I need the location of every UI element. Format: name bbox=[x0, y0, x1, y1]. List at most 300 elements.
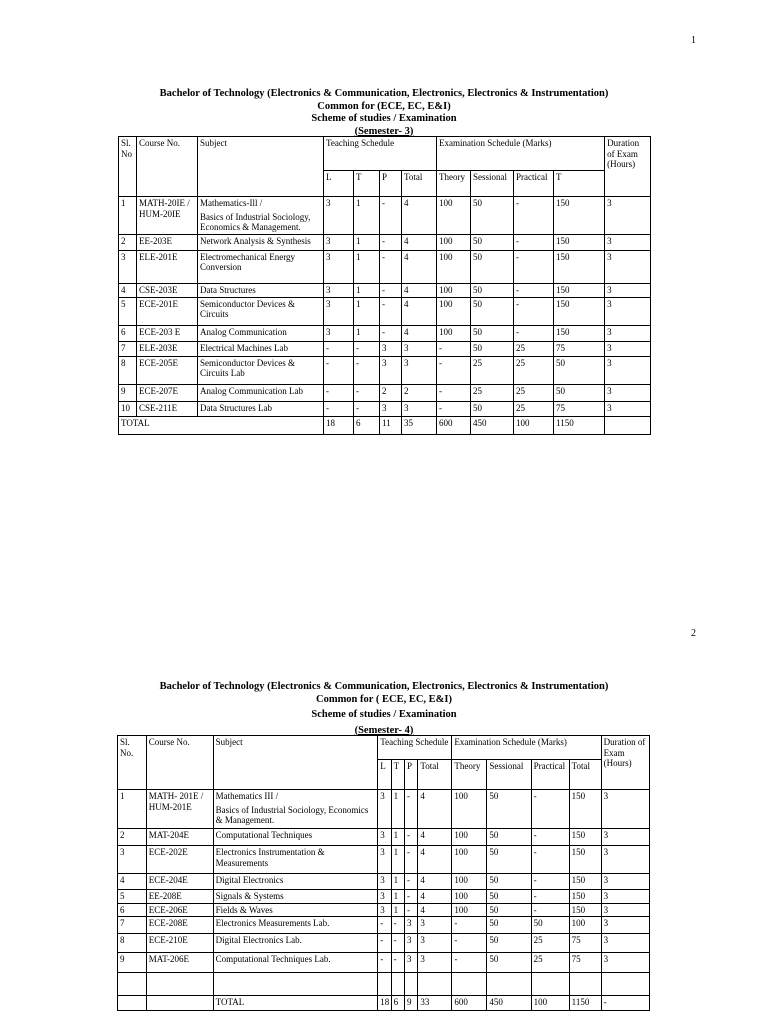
total-cell: 2 bbox=[402, 384, 437, 401]
subject-cell bbox=[198, 197, 324, 235]
T-cell: 1 bbox=[354, 250, 380, 283]
table-row bbox=[118, 846, 650, 874]
header-sl-no: Sl. No bbox=[119, 137, 137, 197]
total-total: 35 bbox=[402, 416, 437, 434]
table-row bbox=[119, 234, 651, 250]
theory-cell: 100 bbox=[437, 197, 471, 235]
sessional-cell: 50 bbox=[487, 874, 531, 890]
duration-cell: 3 bbox=[605, 197, 651, 235]
subject-text: Computational Techniques Lab. bbox=[215, 954, 331, 964]
exam-total-cell: 150 bbox=[569, 829, 601, 846]
practical-cell: - bbox=[531, 903, 569, 917]
header-T: T bbox=[391, 760, 404, 790]
sessional-cell: 50 bbox=[471, 325, 514, 341]
P-cell: - bbox=[405, 903, 418, 917]
semester-label: (Semester- 4) bbox=[354, 724, 414, 736]
exam-total-cell: 75 bbox=[569, 953, 601, 973]
L-cell: 3 bbox=[324, 297, 354, 325]
scheme-line: Scheme of studies / Examination bbox=[311, 113, 457, 124]
subject-text: Network Analysis & Synthesis bbox=[200, 235, 311, 246]
course-no-cell: ELE-203E bbox=[137, 341, 198, 356]
header-subject: Subject bbox=[198, 137, 324, 197]
L-cell: - bbox=[324, 341, 354, 356]
P-cell: - bbox=[405, 790, 418, 829]
course-no-cell: ECE-203 E bbox=[137, 325, 198, 341]
duration-cell: 3 bbox=[601, 890, 649, 904]
total-row bbox=[118, 996, 650, 1011]
duration-cell: 3 bbox=[605, 356, 651, 384]
header-subject: Subject bbox=[213, 736, 378, 790]
subject-text: Signals & Systems bbox=[215, 891, 284, 901]
subject-cell bbox=[198, 401, 324, 416]
table-row bbox=[119, 341, 651, 356]
empty-cell bbox=[405, 973, 418, 996]
subject-cell bbox=[213, 846, 378, 874]
theory-cell: - bbox=[452, 953, 487, 973]
P-cell: - bbox=[380, 234, 402, 250]
theory-cell: - bbox=[437, 341, 471, 356]
table-row bbox=[118, 874, 650, 890]
practical-cell: 50 bbox=[531, 917, 569, 934]
T-cell: - bbox=[354, 384, 380, 401]
empty-cell bbox=[213, 973, 378, 996]
P-cell: - bbox=[405, 829, 418, 846]
subject-text: Computational Techniques bbox=[215, 830, 313, 840]
sl-no-cell: 1 bbox=[118, 790, 147, 829]
sl-no-cell: 3 bbox=[119, 250, 137, 283]
total-P: 9 bbox=[405, 996, 418, 1011]
sessional-cell: 50 bbox=[487, 790, 531, 829]
subject-cell bbox=[198, 356, 324, 384]
sessional-cell: 50 bbox=[487, 829, 531, 846]
degree-title: Bachelor of Technology (Electronics & Communication, Electronics, Electronics & Instrumentation) bbox=[159, 88, 609, 99]
table-row bbox=[118, 917, 650, 934]
total-L: 18 bbox=[324, 416, 354, 434]
course-no-cell: MATH- 201E / HUM-201E bbox=[146, 790, 213, 829]
empty-cell bbox=[569, 973, 601, 996]
subject-cell bbox=[198, 234, 324, 250]
subject-text: Electrical Machines Lab bbox=[200, 342, 288, 353]
P-cell: - bbox=[380, 250, 402, 283]
duration-cell: 3 bbox=[601, 934, 649, 953]
course-no-cell: ELE-201E bbox=[137, 250, 198, 283]
table-row bbox=[118, 829, 650, 846]
header-sessional: Sessional bbox=[471, 171, 514, 197]
subject-alt-text: Basics of Industrial Sociology, Economics & Management. bbox=[215, 804, 369, 825]
L-cell: 3 bbox=[378, 890, 391, 904]
empty-cell bbox=[118, 996, 147, 1011]
total-cell: 3 bbox=[418, 934, 452, 953]
sessional-cell: 50 bbox=[487, 903, 531, 917]
total-exam-total: 1150 bbox=[554, 416, 605, 434]
practical-cell: - bbox=[514, 234, 554, 250]
subject-cell bbox=[198, 341, 324, 356]
practical-cell: 25 bbox=[514, 341, 554, 356]
course-no-cell: MATH-20IE / HUM-20IE bbox=[137, 197, 198, 235]
course-no-cell: ECE-201E bbox=[137, 297, 198, 325]
P-cell: - bbox=[380, 197, 402, 235]
table-row bbox=[119, 283, 651, 297]
header-sessional: Sessional bbox=[487, 760, 531, 790]
exam-total-cell: 150 bbox=[554, 234, 605, 250]
L-cell: 3 bbox=[378, 846, 391, 874]
total-cell: 3 bbox=[418, 953, 452, 973]
practical-cell: 25 bbox=[514, 384, 554, 401]
theory-cell: 100 bbox=[452, 903, 487, 917]
exam-total-cell: 150 bbox=[569, 874, 601, 890]
P-cell: 2 bbox=[380, 384, 402, 401]
course-no-cell: ECE-205E bbox=[137, 356, 198, 384]
sessional-cell: 50 bbox=[487, 953, 531, 973]
exam-total-cell: 150 bbox=[569, 790, 601, 829]
sl-no-cell: 9 bbox=[119, 384, 137, 401]
table-row bbox=[119, 401, 651, 416]
sl-no-cell: 8 bbox=[118, 934, 147, 953]
L-cell: 3 bbox=[324, 234, 354, 250]
total-cell: 3 bbox=[402, 356, 437, 384]
exam-total-cell: 50 bbox=[554, 356, 605, 384]
T-cell: 1 bbox=[391, 874, 404, 890]
header-duration: Duration of Exam (Hours) bbox=[605, 137, 651, 197]
P-cell: - bbox=[380, 325, 402, 341]
subject-cell bbox=[198, 325, 324, 341]
duration-cell: 3 bbox=[601, 829, 649, 846]
empty-cell bbox=[601, 973, 649, 996]
exam-total-cell: 75 bbox=[554, 341, 605, 356]
exam-total-cell: 150 bbox=[554, 325, 605, 341]
empty-cell bbox=[146, 996, 213, 1011]
header-L: L bbox=[324, 171, 354, 197]
exam-total-cell: 50 bbox=[554, 384, 605, 401]
total-L: 18 bbox=[378, 996, 391, 1011]
subject-cell bbox=[213, 790, 378, 829]
L-cell: 3 bbox=[324, 197, 354, 235]
header-P: P bbox=[405, 760, 418, 790]
subject-cell bbox=[198, 250, 324, 283]
subject-cell bbox=[198, 384, 324, 401]
subject-cell bbox=[213, 903, 378, 917]
total-cell: 4 bbox=[418, 890, 452, 904]
sl-no-cell: 2 bbox=[119, 234, 137, 250]
total-cell: 4 bbox=[402, 297, 437, 325]
P-cell: 3 bbox=[380, 356, 402, 384]
T-cell: - bbox=[391, 934, 404, 953]
total-sessional: 450 bbox=[471, 416, 514, 434]
total-exam-total: 1150 bbox=[569, 996, 601, 1011]
table-row bbox=[118, 934, 650, 953]
practical-cell: - bbox=[514, 283, 554, 297]
subject-cell bbox=[213, 829, 378, 846]
common-for-line: Common for ( ECE, EC, E&I) bbox=[315, 693, 452, 705]
T-cell: - bbox=[391, 953, 404, 973]
subject-cell bbox=[213, 890, 378, 904]
subject-text: Mathematics III / bbox=[215, 791, 279, 801]
total-practical: 100 bbox=[531, 996, 569, 1011]
semester-label: (Semester- 3) bbox=[354, 125, 414, 137]
sl-no-cell: 2 bbox=[118, 829, 147, 846]
total-practical: 100 bbox=[514, 416, 554, 434]
T-cell: 1 bbox=[391, 846, 404, 874]
exam-total-cell: 150 bbox=[569, 903, 601, 917]
header-exam-total: T bbox=[554, 171, 605, 197]
T-cell: - bbox=[354, 401, 380, 416]
sl-no-cell: 7 bbox=[119, 341, 137, 356]
subject-text: Analog Communication Lab bbox=[200, 385, 303, 396]
duration-cell: 3 bbox=[605, 234, 651, 250]
subject-text: Digital Electronics Lab. bbox=[215, 935, 302, 945]
empty-cell bbox=[531, 973, 569, 996]
sl-no-cell: 5 bbox=[118, 890, 147, 904]
sessional-cell: 25 bbox=[471, 356, 514, 384]
practical-cell: - bbox=[531, 829, 569, 846]
total-T: 6 bbox=[354, 416, 380, 434]
duration-cell: 3 bbox=[605, 325, 651, 341]
table-row bbox=[118, 890, 650, 904]
T-cell: 1 bbox=[354, 283, 380, 297]
L-cell: - bbox=[378, 953, 391, 973]
exam-total-cell: 100 bbox=[569, 917, 601, 934]
course-no-cell: MAT-206E bbox=[146, 953, 213, 973]
course-no-cell: EE-203E bbox=[137, 234, 198, 250]
L-cell: 3 bbox=[324, 250, 354, 283]
theory-cell: 100 bbox=[437, 297, 471, 325]
header-T: T bbox=[354, 171, 380, 197]
table-row bbox=[119, 250, 651, 283]
table-row bbox=[119, 325, 651, 341]
sessional-cell: 50 bbox=[471, 401, 514, 416]
T-cell: - bbox=[391, 917, 404, 934]
practical-cell: - bbox=[531, 890, 569, 904]
total-duration: - bbox=[601, 996, 649, 1011]
total-cell: 3 bbox=[418, 917, 452, 934]
subject-text: Electronics Measurements Lab. bbox=[215, 918, 330, 928]
header-exam-schedule: Examination Schedule (Marks) bbox=[452, 736, 601, 760]
total-T: 6 bbox=[391, 996, 404, 1011]
header-total: Total bbox=[402, 171, 437, 197]
T-cell: 1 bbox=[391, 890, 404, 904]
sessional-cell: 50 bbox=[471, 297, 514, 325]
duration-cell: 3 bbox=[605, 297, 651, 325]
theory-cell: 100 bbox=[437, 325, 471, 341]
total-label: TOTAL bbox=[213, 996, 378, 1011]
total-cell: 3 bbox=[402, 401, 437, 416]
total-cell: 4 bbox=[418, 829, 452, 846]
duration-cell: 3 bbox=[605, 384, 651, 401]
practical-cell: 25 bbox=[531, 953, 569, 973]
theory-cell: 100 bbox=[437, 283, 471, 297]
theory-cell: 100 bbox=[452, 846, 487, 874]
empty-cell bbox=[118, 973, 147, 996]
duration-cell: 3 bbox=[601, 790, 649, 829]
theory-cell: 100 bbox=[452, 790, 487, 829]
header-course-no: Course No. bbox=[137, 137, 198, 197]
total-cell: 4 bbox=[402, 250, 437, 283]
sessional-cell: 50 bbox=[471, 283, 514, 297]
table-row bbox=[118, 903, 650, 917]
empty-cell bbox=[418, 973, 452, 996]
semester-3-table bbox=[118, 136, 651, 435]
theory-cell: 100 bbox=[452, 890, 487, 904]
header-P: P bbox=[380, 171, 402, 197]
page-number: 2 bbox=[691, 628, 696, 639]
total-cell: 4 bbox=[402, 197, 437, 235]
L-cell: 3 bbox=[378, 874, 391, 890]
common-for-line: Common for (ECE, EC, E&I) bbox=[317, 100, 451, 112]
header-theory: Theory bbox=[452, 760, 487, 790]
course-no-cell: CSE-211E bbox=[137, 401, 198, 416]
header-teaching-schedule: Teaching Schedule bbox=[324, 137, 437, 171]
subject-cell bbox=[213, 917, 378, 934]
sl-no-cell: 3 bbox=[118, 846, 147, 874]
sl-no-cell: 4 bbox=[118, 874, 147, 890]
sl-no-cell: 4 bbox=[119, 283, 137, 297]
header-duration: Duration of Exam (Hours) bbox=[601, 736, 649, 790]
P-cell: - bbox=[380, 283, 402, 297]
sessional-cell: 50 bbox=[487, 934, 531, 953]
scheme-heading bbox=[0, 681, 768, 737]
theory-cell: - bbox=[437, 401, 471, 416]
subject-text: Data Structures Lab bbox=[200, 402, 272, 413]
total-cell: 4 bbox=[418, 874, 452, 890]
subject-text: Mathematics-Ill / bbox=[200, 198, 263, 208]
sessional-cell: 25 bbox=[471, 384, 514, 401]
scheme-heading bbox=[0, 88, 768, 138]
course-no-cell: CSE-203E bbox=[137, 283, 198, 297]
T-cell: 1 bbox=[391, 903, 404, 917]
practical-cell: - bbox=[514, 325, 554, 341]
L-cell: - bbox=[378, 934, 391, 953]
sessional-cell: 50 bbox=[487, 917, 531, 934]
table-row bbox=[119, 384, 651, 401]
sessional-cell: 50 bbox=[487, 890, 531, 904]
semester-4-table bbox=[117, 735, 650, 1011]
L-cell: - bbox=[378, 917, 391, 934]
theory-cell: - bbox=[437, 356, 471, 384]
empty-cell bbox=[391, 973, 404, 996]
subject-cell bbox=[198, 297, 324, 325]
subject-text: Electromechanical Energy Conversion bbox=[200, 251, 296, 272]
P-cell: 3 bbox=[380, 341, 402, 356]
total-cell: 4 bbox=[418, 903, 452, 917]
L-cell: 3 bbox=[378, 790, 391, 829]
total-total: 33 bbox=[418, 996, 452, 1011]
theory-cell: - bbox=[452, 934, 487, 953]
P-cell: - bbox=[405, 874, 418, 890]
T-cell: 1 bbox=[391, 790, 404, 829]
L-cell: 3 bbox=[324, 283, 354, 297]
duration-cell: 3 bbox=[601, 874, 649, 890]
L-cell: - bbox=[324, 356, 354, 384]
total-theory: 600 bbox=[437, 416, 471, 434]
course-no-cell: ECE-207E bbox=[137, 384, 198, 401]
practical-cell: 25 bbox=[514, 401, 554, 416]
sessional-cell: 50 bbox=[471, 250, 514, 283]
total-cell: 4 bbox=[418, 790, 452, 829]
subject-text: Analog Communication bbox=[200, 326, 287, 337]
sessional-cell: 50 bbox=[471, 341, 514, 356]
practical-cell: - bbox=[531, 846, 569, 874]
degree-title: Bachelor of Technology (Electronics & Communication, Electronics, Electronics & Instrumentation) bbox=[159, 681, 609, 692]
exam-total-cell: 150 bbox=[554, 283, 605, 297]
P-cell: - bbox=[405, 846, 418, 874]
duration-cell: 3 bbox=[601, 917, 649, 934]
header-total: Total bbox=[418, 760, 452, 790]
T-cell: 1 bbox=[354, 325, 380, 341]
header-exam-total: Total bbox=[569, 760, 601, 790]
subject-cell bbox=[213, 953, 378, 973]
total-label: TOTAL bbox=[119, 416, 324, 434]
course-no-cell: EE-208E bbox=[146, 890, 213, 904]
theory-cell: 100 bbox=[437, 250, 471, 283]
P-cell: 3 bbox=[405, 934, 418, 953]
total-cell: 4 bbox=[402, 283, 437, 297]
table-row bbox=[119, 297, 651, 325]
page-number: 1 bbox=[691, 35, 696, 46]
header-practical: Practical bbox=[514, 171, 554, 197]
P-cell: 3 bbox=[405, 917, 418, 934]
exam-total-cell: 150 bbox=[554, 297, 605, 325]
practical-cell: - bbox=[514, 297, 554, 325]
L-cell: 3 bbox=[324, 325, 354, 341]
duration-cell: 3 bbox=[605, 283, 651, 297]
empty-cell bbox=[146, 973, 213, 996]
L-cell: 3 bbox=[378, 829, 391, 846]
subject-alt-text: Basics of Industrial Sociology, Economics & Management. bbox=[200, 211, 311, 232]
theory-cell: 100 bbox=[452, 829, 487, 846]
practical-cell: - bbox=[531, 874, 569, 890]
sessional-cell: 50 bbox=[471, 234, 514, 250]
subject-text: Electronics Instrumentation & Measurements bbox=[215, 847, 325, 868]
sl-no-cell: 5 bbox=[119, 297, 137, 325]
course-no-cell: ECE-210E bbox=[146, 934, 213, 953]
practical-cell: - bbox=[514, 250, 554, 283]
header-exam-schedule: Examination Schedule (Marks) bbox=[437, 137, 605, 171]
table-row bbox=[119, 197, 651, 235]
subject-text: Semiconductor Devices & Circuits Lab bbox=[200, 357, 295, 378]
total-cell: 4 bbox=[402, 325, 437, 341]
sl-no-cell: 6 bbox=[118, 903, 147, 917]
duration-cell: 3 bbox=[605, 401, 651, 416]
course-no-cell: ECE-206E bbox=[146, 903, 213, 917]
scheme-line: Scheme of studies / Examination bbox=[311, 709, 457, 720]
T-cell: 1 bbox=[354, 297, 380, 325]
sessional-cell: 50 bbox=[471, 197, 514, 235]
P-cell: 3 bbox=[380, 401, 402, 416]
theory-cell: - bbox=[437, 384, 471, 401]
total-P: 11 bbox=[380, 416, 402, 434]
course-no-cell: ECE-208E bbox=[146, 917, 213, 934]
header-theory: Theory bbox=[437, 171, 471, 197]
L-cell: - bbox=[324, 401, 354, 416]
total-sessional: 450 bbox=[487, 996, 531, 1011]
exam-total-cell: 75 bbox=[569, 934, 601, 953]
table-row bbox=[118, 953, 650, 973]
sl-no-cell: 9 bbox=[118, 953, 147, 973]
duration-cell: 3 bbox=[601, 846, 649, 874]
P-cell: 3 bbox=[405, 953, 418, 973]
exam-total-cell: 75 bbox=[554, 401, 605, 416]
L-cell: 3 bbox=[378, 903, 391, 917]
header-course-no: Course No. bbox=[146, 736, 213, 790]
total-cell: 3 bbox=[402, 341, 437, 356]
sl-no-cell: 1 bbox=[119, 197, 137, 235]
header-teaching-schedule: Teaching Schedule bbox=[378, 736, 452, 760]
total-cell: 4 bbox=[402, 234, 437, 250]
duration-cell: 3 bbox=[605, 341, 651, 356]
course-no-cell: ECE-204E bbox=[146, 874, 213, 890]
duration-cell: 3 bbox=[605, 250, 651, 283]
theory-cell: 100 bbox=[437, 234, 471, 250]
